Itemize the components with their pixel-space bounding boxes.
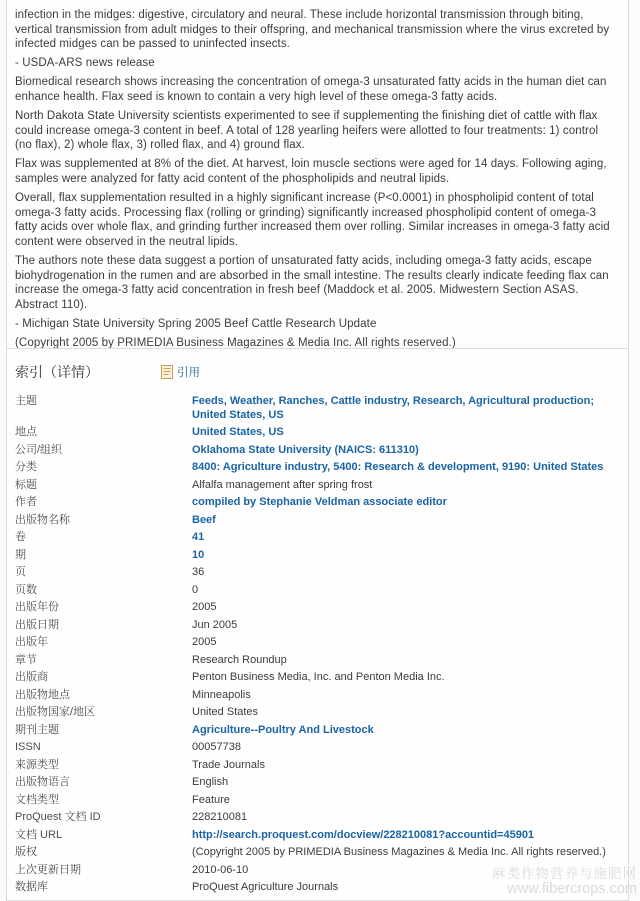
index-row bbox=[15, 827, 610, 845]
index-row-value[interactable]: 8400: Agriculture industry, 5400: Research & development, 9190: United States bbox=[192, 461, 604, 473]
index-row bbox=[15, 652, 610, 670]
index-row-label: 公司/组织 bbox=[15, 443, 63, 456]
index-row bbox=[15, 477, 610, 495]
fulltext-section bbox=[7, 0, 628, 348]
article-fulltext bbox=[15, 8, 610, 348]
index-details-section bbox=[7, 349, 628, 897]
index-row-label: 上次更新日期 bbox=[15, 863, 81, 876]
watermark-line1: 麻类作物营养与施肥网 bbox=[492, 866, 637, 881]
index-row-label: 出版商 bbox=[15, 671, 48, 683]
index-header bbox=[15, 362, 610, 382]
index-row bbox=[15, 442, 610, 460]
document-panel bbox=[6, 0, 629, 901]
index-row-label: 地点 bbox=[15, 426, 37, 438]
index-row bbox=[15, 459, 610, 477]
index-row bbox=[15, 582, 610, 600]
index-row-label: 页 bbox=[15, 566, 26, 578]
index-row-label: 出版物地点 bbox=[15, 688, 70, 701]
index-table bbox=[15, 393, 610, 897]
article-paragraph: - USDA-ARS news release bbox=[15, 57, 155, 70]
index-row-label: 页数 bbox=[15, 583, 37, 596]
index-row-label: 文档类型 bbox=[15, 793, 59, 806]
index-row-label: 来源类型 bbox=[15, 758, 59, 771]
index-row-label: 章节 bbox=[15, 653, 37, 666]
index-row bbox=[15, 547, 610, 565]
index-row-value: Minneapolis bbox=[192, 688, 251, 701]
index-row-label: 分类 bbox=[15, 461, 37, 473]
index-row-value[interactable]: 10 bbox=[192, 548, 205, 561]
index-row-value[interactable]: Oklahoma State University (NAICS: 611310) bbox=[192, 443, 419, 456]
article-paragraph: Biomedical research shows increasing the concentration of omega-3 unsaturated fatty acids in the human diet can enhance health. Flax seed is known to contain a very high level of these omega-3 fatty acids. bbox=[15, 76, 607, 103]
index-row-value[interactable]: compiled by Stephanie Veldman associate editor bbox=[192, 496, 447, 508]
index-row-value[interactable]: United States, US bbox=[192, 426, 284, 438]
index-row-value: Trade Journals bbox=[192, 758, 265, 771]
index-row-label: 出版物语言 bbox=[15, 776, 70, 788]
cite-button[interactable] bbox=[161, 364, 200, 380]
index-row-value: ProQuest Agriculture Journals bbox=[192, 881, 339, 893]
index-row bbox=[15, 879, 610, 897]
index-row-value: 36 bbox=[192, 566, 205, 578]
index-row bbox=[15, 617, 610, 635]
index-row-value[interactable]: http://search.proquest.com/docview/228210081?accountid=45901 bbox=[192, 828, 535, 841]
index-row-value: 2005 bbox=[192, 636, 217, 648]
index-row bbox=[15, 809, 610, 827]
index-row-value: Penton Business Media, Inc. and Penton Media Inc. bbox=[192, 671, 445, 683]
article-paragraph: Overall, flax supplementation resulted in a highly significant increase (P<0.0001) in phospholipid content of total omega-3 fatty acids. Processing flax (rolling or grinding) significantly increased phospholipid content of omega-3 fatty acids over whole flax, and grinding further increased them over rolling. Similar increases in omega-3 fatty acid content were observed in the neutral lipids. bbox=[15, 192, 610, 248]
index-row-value: 2010-06-10 bbox=[192, 863, 249, 876]
index-row bbox=[15, 599, 610, 617]
article-paragraph: infection in the midges: digestive, circulatory and neural. These include horizontal transmission through biting, vertical transmission from adult midges to their offspring, and mechanical transmission where the virus excreted by infected midges can be passed to uninfected insects. bbox=[15, 9, 610, 51]
index-row-label: 文档 URL bbox=[15, 828, 63, 841]
index-row-value: Jun 2005 bbox=[192, 618, 238, 631]
index-row-label: 期 bbox=[15, 548, 26, 561]
index-row-label: 主题 bbox=[15, 395, 37, 407]
index-row bbox=[15, 529, 610, 547]
index-row-label: 出版年份 bbox=[15, 601, 59, 613]
index-row-value: Alfalfa management after spring frost bbox=[192, 478, 373, 491]
watermark-line2: www.fibercrops.com bbox=[507, 881, 637, 897]
index-row-label: 期刊主题 bbox=[15, 723, 59, 736]
index-row bbox=[15, 494, 610, 512]
index-row-value: (Copyright 2005 by PRIMEDIA Business Magazines & Media Inc. All rights reserved.) bbox=[192, 846, 606, 858]
index-row bbox=[15, 564, 610, 582]
index-row-value[interactable]: Feeds, Weather, Ranches, Cattle industry, Research, Agricultural production; United States, US bbox=[192, 395, 594, 421]
index-row bbox=[15, 393, 610, 424]
index-row-value: United States bbox=[192, 706, 259, 718]
index-row-value: 0 bbox=[192, 583, 199, 596]
index-row-value[interactable]: Beef bbox=[192, 513, 216, 526]
index-row-value: 00057738 bbox=[192, 741, 241, 753]
index-row bbox=[15, 512, 610, 530]
index-row-label: 标题 bbox=[15, 478, 37, 491]
index-row-label: 版权 bbox=[15, 846, 37, 858]
cite-label: 引用 bbox=[177, 367, 200, 379]
cite-document-icon bbox=[161, 365, 173, 379]
index-row bbox=[15, 634, 610, 652]
index-row-value: 2005 bbox=[192, 601, 217, 613]
index-row bbox=[15, 792, 610, 810]
index-row-value: English bbox=[192, 776, 229, 788]
index-row-label: ISSN bbox=[15, 741, 41, 753]
index-row bbox=[15, 687, 610, 705]
article-paragraph: North Dakota State University scientists experimented to see if supplementing the finishing diet of cattle with flax could increase omega-3 content in beef. A total of 128 yearling heifers were allotted to four treatments: 1) control (no flax), 2) whole flax, 3) rolled flax, and 4) ground flax. bbox=[15, 110, 599, 152]
article-paragraph: The authors note these data suggest a portion of unsaturated fatty acids, including omega-3 fatty acids, escape biohydrogenation in the rumen and are absorbed in the small intestine. The results clearly indicate feeding flax can increase the omega-3 fatty acid concentration in fresh beef (Maddock et al. 2005. Midwestern Section ASAS. Abstract 110). bbox=[15, 254, 609, 311]
index-row-label: 出版年 bbox=[15, 636, 48, 648]
index-row-label: 数据库 bbox=[15, 881, 48, 893]
index-row-label: ProQuest 文档 ID bbox=[15, 811, 101, 823]
index-row-value[interactable]: Agriculture--Poultry And Livestock bbox=[192, 723, 374, 736]
index-row-label: 出版物国家/地区 bbox=[15, 706, 96, 718]
article-paragraph: Flax was supplemented at 8% of the diet. At harvest, loin muscle sections were aged for 14 days. Following aging, samples were analyzed for fatty acid content of the phospholipids and neutral lipids. bbox=[15, 158, 607, 185]
index-row-value: 228210081 bbox=[192, 811, 248, 823]
article-paragraph: - Michigan State University Spring 2005 Beef Cattle Research Update bbox=[15, 317, 377, 330]
index-row bbox=[15, 424, 610, 442]
index-row bbox=[15, 669, 610, 687]
index-row-value: Feature bbox=[192, 793, 230, 806]
index-details-title: 索引（详情） bbox=[15, 364, 99, 380]
index-row-label: 卷 bbox=[15, 531, 26, 543]
index-row bbox=[15, 704, 610, 722]
index-row bbox=[15, 722, 610, 740]
index-row bbox=[15, 862, 610, 880]
index-row-label: 出版物名称 bbox=[15, 513, 70, 526]
index-row-label: 出版日期 bbox=[15, 618, 59, 631]
index-row-label: 作者 bbox=[15, 496, 37, 508]
index-row bbox=[15, 774, 610, 792]
index-row bbox=[15, 844, 610, 862]
index-row-value: Research Roundup bbox=[192, 653, 287, 666]
index-row-value[interactable]: 41 bbox=[192, 531, 205, 543]
article-paragraph: (Copyright 2005 by PRIMEDIA Business Magazines & Media Inc. All rights reserved.) bbox=[15, 336, 456, 348]
index-row bbox=[15, 739, 610, 757]
index-row bbox=[15, 757, 610, 775]
